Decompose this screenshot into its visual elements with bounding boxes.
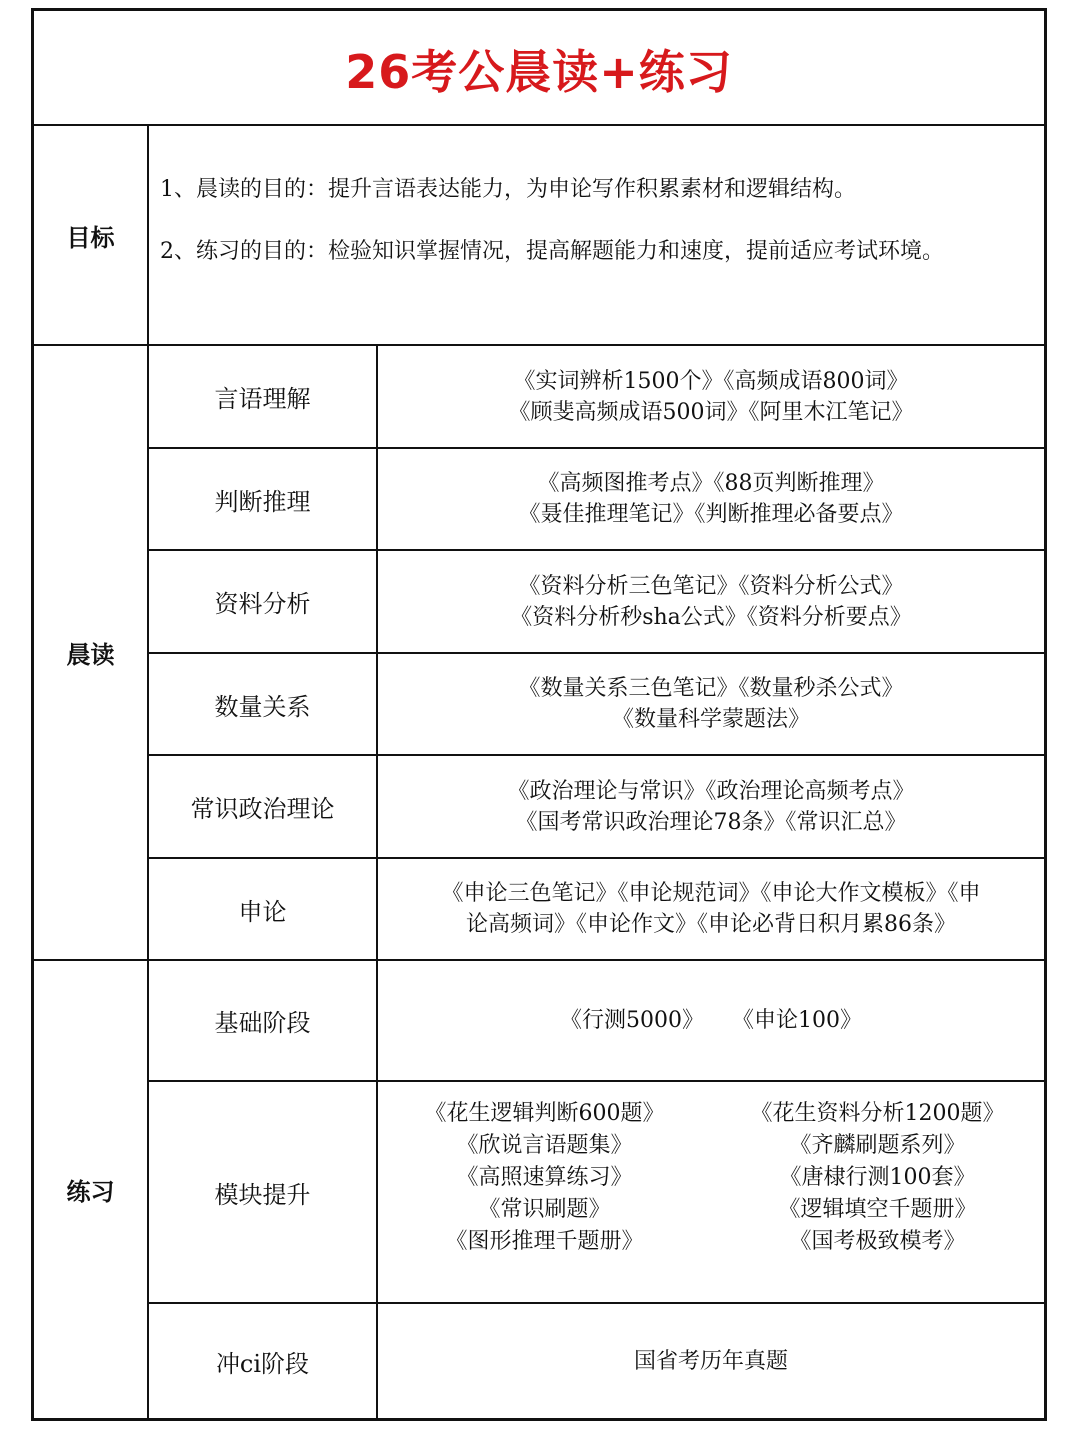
row-name: 判断推理 [214, 487, 311, 516]
row-materials [378, 654, 1044, 754]
goal-label: 目标 [66, 223, 115, 252]
row-materials [378, 756, 1044, 857]
row-name: 资料分析 [214, 590, 311, 618]
row-materials [378, 1304, 1044, 1418]
study-plan-table [31, 8, 1047, 1421]
book-item: 《花生资料分析1200题》 [750, 1101, 1005, 1126]
row-materials [378, 449, 1044, 549]
row-name: 常识政治理论 [190, 795, 335, 823]
material-line: 《数量科学蒙题法》 [611, 707, 810, 732]
row-name: 基础阶段 [214, 1009, 311, 1037]
material-line: 《申论三色笔记》《申论规范词》《申论大作文模板》《申 [441, 881, 981, 906]
row-materials [378, 1082, 1044, 1302]
material-line: 《顾斐高频成语500词》《阿里木江笔记》 [508, 399, 914, 425]
material-line: 《国考常识政治理论78条》《常识汇总》 [515, 809, 907, 835]
goal-line-2: 2、练习的目的：检验知识掌握情况，提高解题能力和速度，提前适应考试环境。 [160, 239, 944, 264]
row-materials [378, 346, 1044, 447]
goal-line-1: 1、晨读的目的：提升言语表达能力，为申论写作积累素材和逻辑结构。 [160, 177, 856, 202]
material-line: 《实词辨析1500个》《高频成语800词》 [513, 368, 909, 394]
row-materials [378, 961, 1044, 1080]
morning-reading-label: 晨读 [66, 641, 115, 669]
material-line: 《行测5000》 《申论100》 [560, 1008, 862, 1033]
goal-description [154, 126, 1044, 346]
book-item: 《唐棣行测100套》 [779, 1165, 976, 1190]
material-line: 论高频词》《申论作文》《申论必背日积月累86条》 [466, 912, 956, 937]
material-line: 《高频图推考点》《88页判断推理》 [537, 471, 885, 496]
row-materials [378, 859, 1044, 959]
row-materials [378, 551, 1044, 652]
material-line: 《数量关系三色笔记》《数量秒杀公式》 [518, 676, 904, 701]
book-item: 《常识刷题》 [478, 1197, 611, 1222]
module-book-list [388, 1098, 1034, 1258]
row-name: 数量关系 [214, 692, 311, 721]
book-item: 《高照速算练习》 [456, 1165, 633, 1190]
row-name: 冲ci阶段 [215, 1349, 310, 1378]
book-item: 《图形推理千题册》 [445, 1229, 644, 1254]
material-line: 《资料分析三色笔记》《资料分析公式》 [518, 573, 904, 599]
page-title: 26考公晨读+练习 [345, 44, 733, 99]
material-line: 《政治理论与常识》《政治理论高频考点》 [507, 778, 915, 804]
book-item: 《欣说言语题集》 [456, 1133, 633, 1158]
practice-label: 练习 [66, 1178, 115, 1206]
book-item: 《齐麟刷题系列》 [789, 1133, 966, 1158]
row-name: 模块提升 [214, 1180, 311, 1209]
material-line: 《资料分析秒sha公式》《资料分析要点》 [510, 604, 912, 630]
book-item: 《逻辑填空千题册》 [778, 1197, 977, 1222]
book-item: 《国考极致模考》 [789, 1229, 966, 1254]
book-item: 《花生逻辑判断600题》 [424, 1101, 665, 1126]
material-line: 国省考历年真题 [633, 1348, 788, 1374]
row-name: 言语理解 [214, 385, 311, 413]
material-line: 《聂佳推理笔记》《判断推理必备要点》 [518, 502, 904, 527]
row-name: 申论 [238, 897, 287, 926]
